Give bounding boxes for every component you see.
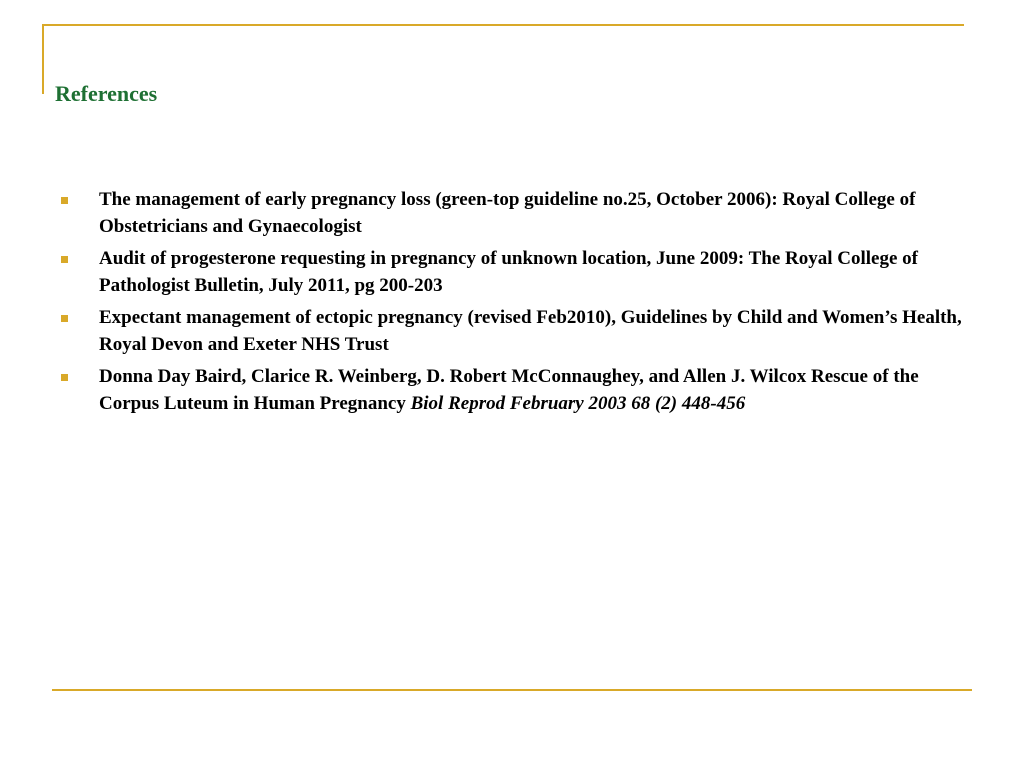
reference-item <box>60 186 970 240</box>
reference-item <box>60 363 970 417</box>
top-divider <box>42 24 964 26</box>
reference-citation: Biol Reprod February 2003 68 (2) 448-456 <box>410 393 746 414</box>
reference-text: Expectant management of ectopic pregnancy (revised Feb2010), Guidelines by Child and Women’s Health, Royal Devon and Exeter NHS Trust <box>99 307 962 355</box>
slide-title: References <box>55 81 158 106</box>
reference-item <box>60 304 970 358</box>
reference-text: The management of early pregnancy loss (green-top guideline no.25, October 2006): Royal College of Obstetricians and Gynaecologist <box>99 189 916 237</box>
reference-text: Donna Day Baird, Clarice R. Weinberg, D. Robert McConnaughey, and Allen J. Wilcox Rescue of the Corpus Luteum in Human Pregnancy <box>99 366 919 414</box>
reference-text: Audit of progesterone requesting in pregnancy of unknown location, June 2009: The Royal College of Pathologist Bulletin, July 2011, pg 200-203 <box>99 248 918 296</box>
square-bullet-icon <box>61 197 68 204</box>
reference-item <box>60 245 970 299</box>
left-divider <box>42 24 44 94</box>
square-bullet-icon <box>61 374 68 381</box>
bottom-divider <box>52 689 972 691</box>
square-bullet-icon <box>61 315 68 322</box>
square-bullet-icon <box>61 256 68 263</box>
reference-list <box>60 186 970 422</box>
